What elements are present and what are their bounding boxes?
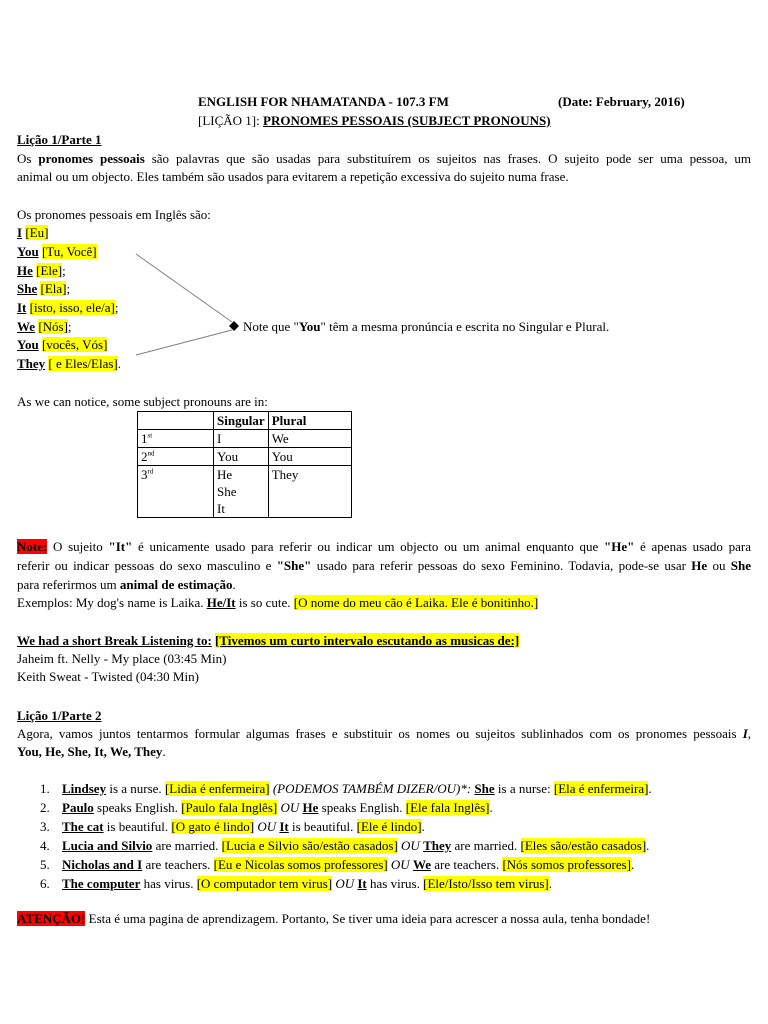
part1-intro-line1: Os pronomes pessoais são palavras que são usadas para substituírem os sujeitos nas frases. O sujeito pode ser uma pessoa, um bbox=[17, 151, 752, 166]
note-line1: Note: O sujeito "It" é unicamente usado para referir ou indicar um objecto ou um animal enquanto que "He" é apenas usado para bbox=[17, 539, 751, 554]
exercise-number: 6. bbox=[40, 876, 50, 891]
singular-cell: You bbox=[214, 448, 269, 466]
lesson-title: [LIÇÃO 1]: PRONOMES PESSOAIS (SUBJECT PRONOUNS) bbox=[198, 113, 551, 128]
plural-cell: They bbox=[268, 466, 351, 518]
song-item: Keith Sweat - Twisted (04:30 Min) bbox=[17, 669, 199, 684]
singular-cell: I bbox=[214, 430, 269, 448]
person-cell: 3rd bbox=[138, 466, 214, 518]
exercise-item: Lindsey is a nurse. [Lidia é enfermeira] (PODEMOS TAMBÉM DIZER/OU)*: She is a nurse: [Ela é enfermeira]. bbox=[62, 781, 652, 796]
exercise-item: The computer has virus. [O computador tem virus] OU It has virus. [Ele/Isto/Isso tem virus]. bbox=[62, 876, 553, 891]
exercise-item: Paulo speaks English. [Paulo fala Inglês] OU He speaks English. [Ele fala Inglês]. bbox=[62, 800, 493, 815]
attention-label: ATENÇÃO! bbox=[17, 911, 86, 926]
note-label: Note: bbox=[17, 539, 48, 554]
you-note: Note que "You" têm a mesma pronúncia e escrita no Singular e Plural. bbox=[243, 319, 610, 334]
plural-cell: We bbox=[268, 430, 351, 448]
table-row bbox=[138, 430, 352, 448]
exercise-number: 4. bbox=[40, 838, 50, 853]
plural-cell: You bbox=[268, 448, 351, 466]
part1-intro-line2: animal ou um objecto. Eles também são usados para evitarem a repetição excessiva do sujeito numa frase. bbox=[17, 169, 569, 184]
exercise-item: Lucia and Silvio are married. [Lucia e Silvio são/estão casados] OU They are married. [Eles são/estão casados]. bbox=[62, 838, 650, 853]
part2-heading: Lição 1/Parte 2 bbox=[17, 708, 102, 723]
document-title: ENGLISH FOR NHAMATANDA - 107.3 FM bbox=[198, 94, 449, 109]
pronoun-item: You [vocês, Vós] bbox=[17, 337, 108, 352]
table-row bbox=[138, 448, 352, 466]
note-line2: referir ou indicar pessoas do sexo masculino e "She" usado para referir pessoas do sexo Feminino. Todavia, pode-se usar He ou She bbox=[17, 558, 752, 573]
pronoun-item: We [Nós]; bbox=[17, 319, 72, 334]
exercise-number: 5. bbox=[40, 857, 50, 872]
pronoun-item: He [Ele]; bbox=[17, 263, 66, 278]
example-line: Exemplos: My dog's name is Laika. He/It is so cute. [O nome do meu cão é Laika. Ele é bonitinho.] bbox=[17, 595, 539, 610]
person-cell: 1st bbox=[138, 430, 214, 448]
table-intro: As we can notice, some subject pronouns are in: bbox=[17, 394, 268, 409]
table-header-cell bbox=[138, 412, 214, 430]
part2-intro-line1: Agora, vamos juntos tentarmos formular algumas frases e substituir os nomes ou sujeitos sublinhados com os pronomes pessoais I, bbox=[17, 726, 751, 741]
table-header-cell: Plural bbox=[268, 412, 351, 430]
person-cell: 2nd bbox=[138, 448, 214, 466]
exercise-number: 1. bbox=[40, 781, 50, 796]
pronoun-list-intro: Os pronomes pessoais em Inglês são: bbox=[17, 207, 211, 222]
pronoun-item: I [Eu] bbox=[17, 225, 49, 240]
attention-note: ATENÇÃO! Esta é uma pagina de aprendizagem. Portanto, Se tiver uma ideia para acrescer a nossa aula, tenha bondade! bbox=[17, 911, 651, 926]
song-item: Jaheim ft. Nelly - My place (03:45 Min) bbox=[17, 651, 227, 666]
pronoun-item: She [Ela]; bbox=[17, 281, 71, 296]
pronoun-item: They [ e Eles/Elas]. bbox=[17, 356, 121, 371]
table-header-row bbox=[138, 412, 352, 430]
part1-heading: Lição 1/Parte 1 bbox=[17, 132, 102, 147]
table-header-cell: Singular bbox=[214, 412, 269, 430]
pronoun-item: It [isto, isso, ele/a]; bbox=[17, 300, 119, 315]
exercise-item: The cat is beautiful. [O gato é lindo] OU It is beautiful. [Ele é lindo]. bbox=[62, 819, 425, 834]
exercise-item: Nicholas and I are teachers. [Eu e Nicolas somos professores] OU We are teachers. [Nós somos professores]. bbox=[62, 857, 635, 872]
table-row bbox=[138, 466, 352, 518]
part2-intro-line2: You, He, She, It, We, They. bbox=[17, 744, 166, 759]
document-date: (Date: February, 2016) bbox=[558, 94, 685, 109]
pronoun-item: You [Tu, Você] bbox=[17, 244, 97, 259]
exercise-number: 2. bbox=[40, 800, 50, 815]
exercise-number: 3. bbox=[40, 819, 50, 834]
note-line3: para referirmos um animal de estimação. bbox=[17, 577, 236, 592]
break-heading: We had a short Break Listening to: [Tivemos um curto intervalo escutando as musicas de:] bbox=[17, 633, 520, 648]
singular-cell: He She It bbox=[214, 466, 269, 518]
pronoun-table bbox=[137, 411, 352, 518]
